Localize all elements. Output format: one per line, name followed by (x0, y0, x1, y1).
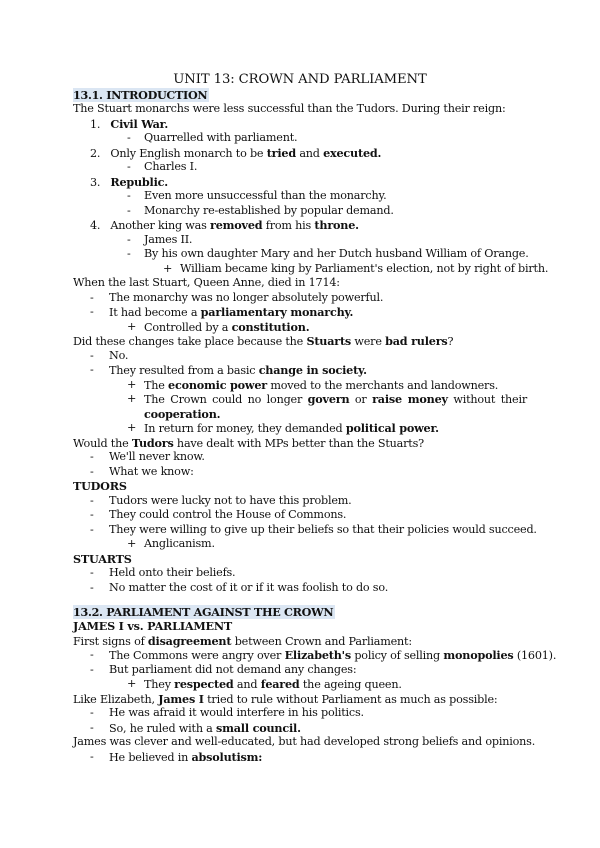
question-1: Did these changes take place because the Stuarts were bad rulers? (73, 334, 454, 348)
bullet: - Held onto their beliefs. (90, 566, 236, 579)
unit-title: UNIT 13: CROWN AND PARLIAMENT (173, 72, 427, 87)
bullet: - But parliament did not demand any changes: (90, 663, 357, 676)
stuarts-heading: STUARTS (73, 552, 132, 566)
list-subitem: - Monarchy re-established by popular demand. (127, 204, 394, 217)
bullet: - We'll never know. (90, 450, 205, 463)
section-heading-introduction: 13.1. INTRODUCTION (73, 88, 208, 102)
sub-bullet: + The economic power moved to the merchants and landowners. (127, 378, 499, 392)
list-item-1: 1. Civil War. (90, 117, 169, 131)
bullet: - They resulted from a basic change in society. (90, 363, 367, 377)
bullet: - So, he ruled with a small council. (90, 721, 301, 735)
sub-bullet-justified: The Crown could no longer govern or raise money without their cooperation. (144, 392, 527, 422)
list-subitem: - Even more unsuccessful than the monarchy. (127, 189, 387, 202)
intro-text: The Stuart monarchs were less successful than the Tudors. During their reign: (73, 102, 506, 115)
tudors-heading: TUDORS (73, 479, 127, 493)
section-heading-parliament: 13.2. PARLIAMENT AGAINST THE CROWN (73, 605, 334, 619)
list-subitem: - Quarrelled with parliament. (127, 131, 298, 144)
bullet: - He believed in absolutism: (90, 750, 263, 764)
bullet: - He was afraid it would interfere in his politics. (90, 706, 364, 719)
sub-bullet: + Controlled by a constitution. (127, 320, 310, 334)
list-subsubitem: + William became king by Parliament's election, not by right of birth. (163, 262, 549, 275)
bullet: - No matter the cost of it or if it was foolish to do so. (90, 581, 389, 594)
list-subitem: - James II. (127, 233, 193, 246)
paragraph: Like Elizabeth, James I tried to rule without Parliament as much as possible: (73, 692, 498, 706)
document-page: UNIT 13: CROWN AND PARLIAMENT 13.1. INTRODUCTION The Stuart monarchs were less successful than the Tudors. During their reign: 1. Civil War. - Quarrelled with parliament. 2. Only English monarch to be tried and executed. - Charles I. 3. Republic. - Even more unsuccessful than the monarchy. - Monarchy re-established by popular demand. 4. Another king was removed from his throne. - James II. - By his own daughter Mary and her Dutch husband William of Orange. + William became king by Parliament's election, not by right of birth. When the last Stuart, Queen Anne, died in 1714: - The monarchy was no longer absolutely powerful. - It had become a parliamentary monarchy. + Controlled by a constitution. Did these changes take place because the Stuarts were bad rulers? - No. - They resulted from a basic change in society. + The economic power moved to the merchants and landowners. + The Crown could no longer govern or raise money without their cooperation. + In return for money, they demanded political power. Would the Tudors have dealt with MPs better than the Stuarts? - We'll never know. - What we know: TUDORS - Tudors were lucky not to have this problem. - They could control the House of Commons. - They were willing to give up their beliefs so that their policies would succeed. + Anglicanism. STUARTS - Held onto their beliefs. - No matter the cost of it or if it was foolish to do so. 13.2. PARLIAMENT AGAINST THE CROWN JAMES I vs. PARLIAMENT First signs of disagreement between Crown and Parliament: - The Commons were angry over Elizabeth's policy of selling monopolies (1601). - But parliament did not demand any changes: + They respected and feared the ageing queen. Like Elizabeth, James I tried to rule without Parliament as much as possible: - He was afraid it would interfere in his politics. - So, he ruled with a small council. James was clever and well-educated, but had developed strong beliefs and opinions. - He believed in absolutism: (0, 0, 600, 848)
list-subitem: - By his own daughter Mary and her Dutch husband William of Orange. (127, 247, 529, 260)
question-2: Would the Tudors have dealt with MPs better than the Stuarts? (73, 436, 424, 450)
list-item-2: 2. Only English monarch to be tried and executed. (90, 146, 382, 160)
sub-bullet: + Anglicanism. (127, 537, 215, 550)
list-subitem: - Charles I. (127, 160, 198, 173)
bullet: - What we know: (90, 465, 194, 478)
paragraph: James was clever and well-educated, but had developed strong beliefs and opinions. (73, 735, 536, 748)
sub-bullet: + In return for money, they demanded political power. (127, 421, 439, 435)
bullet: - It had become a parliamentary monarchy. (90, 305, 354, 319)
bullet: - Tudors were lucky not to have this problem. (90, 494, 352, 507)
list-item-4: 4. Another king was removed from his throne. (90, 218, 359, 232)
bullet: - The Commons were angry over Elizabeth's policy of selling monopolies (1601). (90, 648, 557, 662)
sub-bullet: + They respected and feared the ageing queen. (127, 677, 402, 691)
paragraph: First signs of disagreement between Crown and Parliament: (73, 634, 412, 648)
bullet: - They could control the House of Commons. (90, 508, 347, 521)
list-item-3: 3. Republic. (90, 175, 168, 189)
bullet: - They were willing to give up their beliefs so that their policies would succeed. (90, 523, 537, 536)
bullet: - No. (90, 349, 129, 362)
subheading-james: JAMES I vs. PARLIAMENT (73, 619, 232, 633)
paragraph-when: When the last Stuart, Queen Anne, died in 1714: (73, 276, 340, 289)
bullet: - The monarchy was no longer absolutely powerful. (90, 291, 384, 304)
